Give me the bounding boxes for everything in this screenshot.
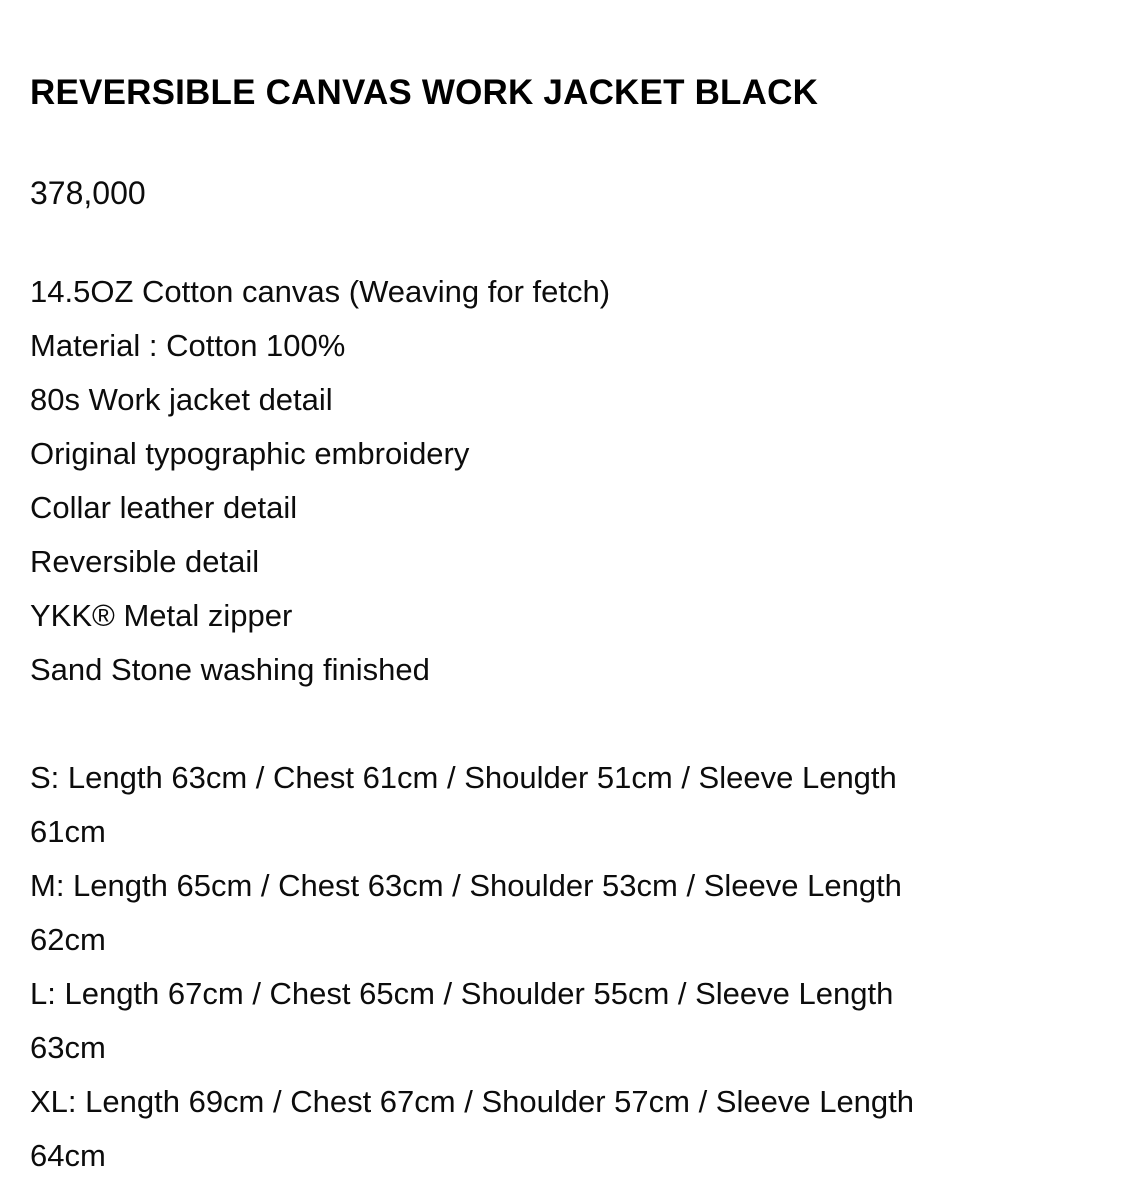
size-guide <box>30 751 1095 1183</box>
description-line: Reversible detail <box>30 544 260 579</box>
size-guide-line: 64cm <box>30 1138 106 1173</box>
description-line: 80s Work jacket detail <box>30 382 333 417</box>
description-line: Material : Cotton 100% <box>30 328 346 363</box>
size-guide-line: 62cm <box>30 922 106 957</box>
size-guide-line: M: Length 65cm / Chest 63cm / Shoulder 53cm / Sleeve Length <box>30 868 902 903</box>
description-line: 14.5OZ Cotton canvas (Weaving for fetch) <box>30 274 611 309</box>
product-price: 378,000 <box>30 175 146 211</box>
size-guide-line: S: Length 63cm / Chest 61cm / Shoulder 51cm / Sleeve Length <box>30 760 897 795</box>
size-guide-line: XL: Length 69cm / Chest 67cm / Shoulder 57cm / Sleeve Length <box>30 1084 915 1119</box>
description-line: Original typographic embroidery <box>30 436 470 471</box>
product-description <box>30 265 1095 697</box>
description-line: Collar leather detail <box>30 490 298 525</box>
description-line: Sand Stone washing finished <box>30 652 430 687</box>
size-guide-line: 63cm <box>30 1030 106 1065</box>
size-guide-line: L: Length 67cm / Chest 65cm / Shoulder 55cm / Sleeve Length <box>30 976 894 1011</box>
product-title: REVERSIBLE CANVAS WORK JACKET BLACK <box>30 73 819 112</box>
size-guide-line: 61cm <box>30 814 106 849</box>
description-line: YKK® Metal zipper <box>30 598 293 633</box>
